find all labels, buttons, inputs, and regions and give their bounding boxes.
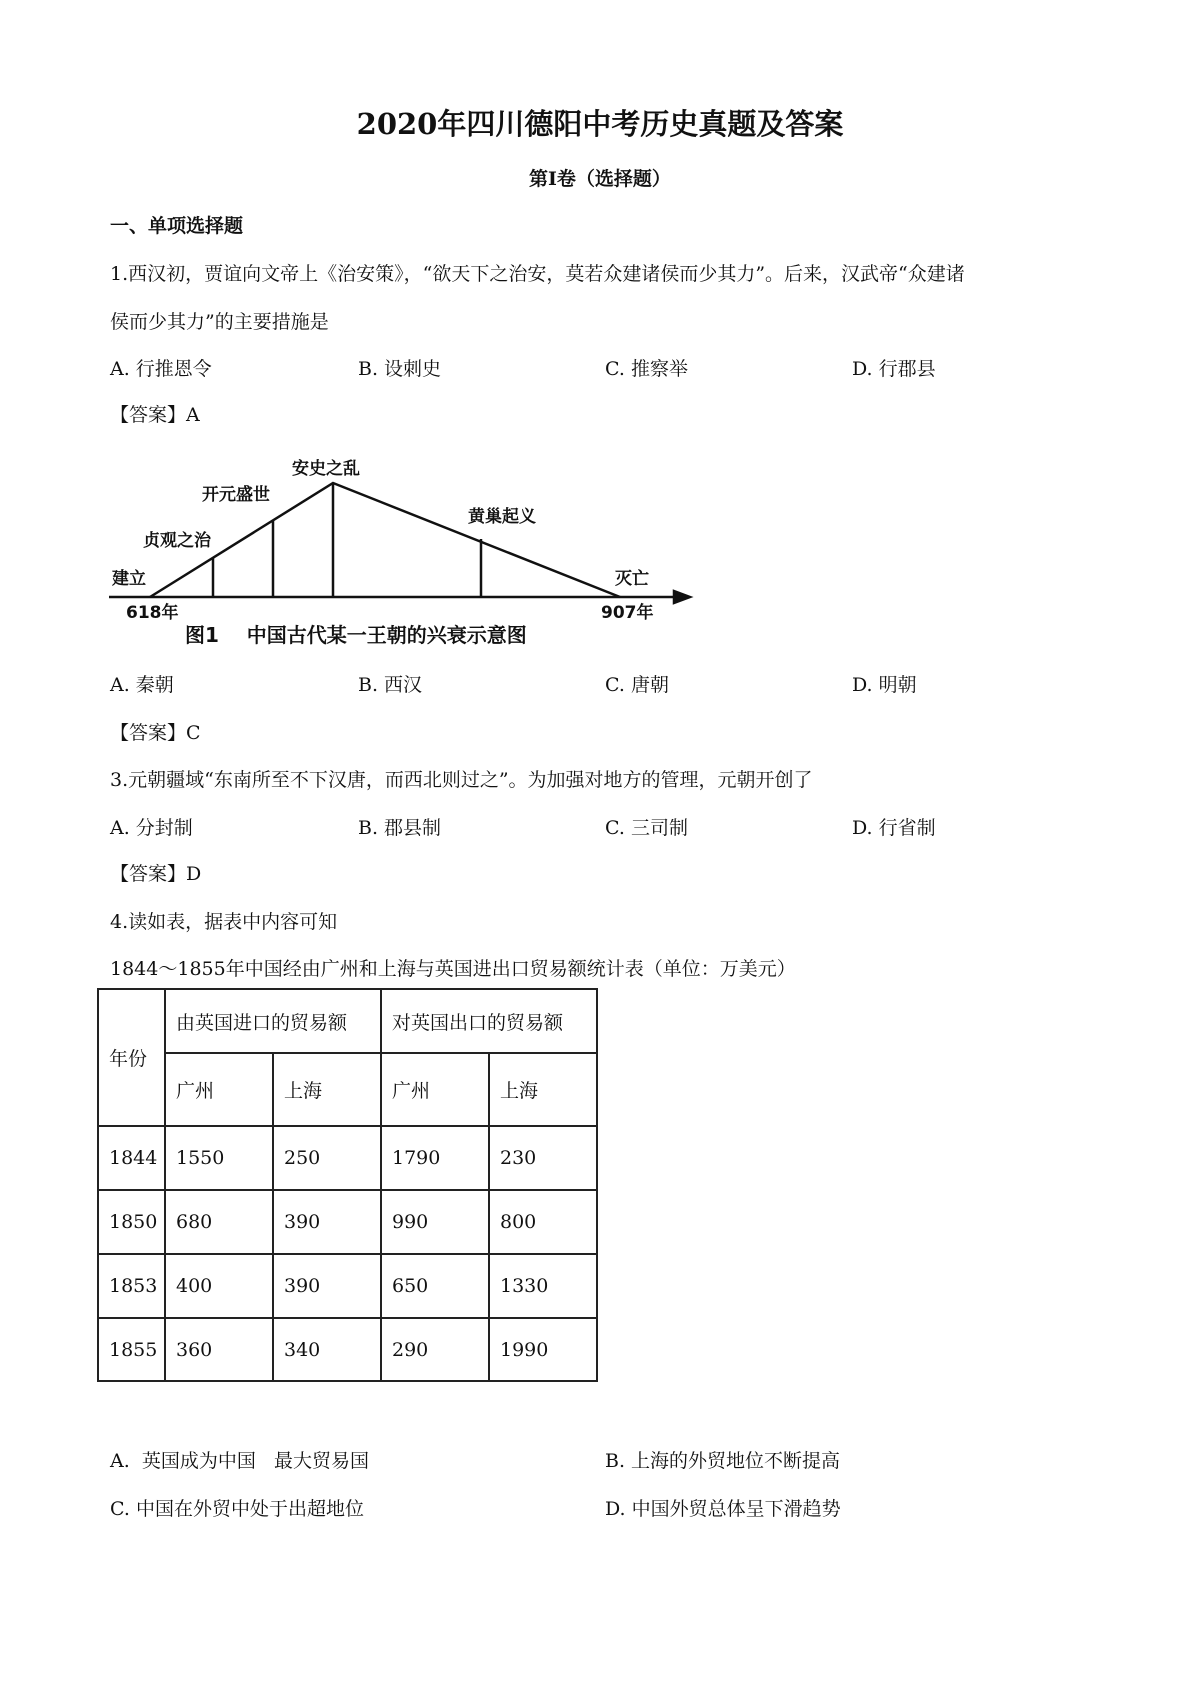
header-import: 由英国进口的贸易额 xyxy=(165,989,381,1053)
label-anshi: 安史之乱 xyxy=(292,459,360,479)
subheader-cell: 上海 xyxy=(489,1053,597,1126)
cell: 230 xyxy=(489,1126,597,1190)
q1-text-line1: 1.西汉初，贾谊向文帝上《治安策》，“欲天下之治安，莫若众建诸侯而少其力”。后来，汉武帝“众建诸 xyxy=(110,263,965,285)
q1-option-a: A. 行推恩令 xyxy=(110,358,212,380)
q1-text-line2: 侯而少其力”的主要措施是 xyxy=(110,311,329,333)
q4-text: 4.读如表，据表中内容可知 xyxy=(110,911,338,933)
table-caption: 1844～1855年中国经由广州和上海与英国进出口贸易额统计表（单位：万美元） xyxy=(110,958,796,980)
q4-option-b: B. 上海的外贸地位不断提高 xyxy=(605,1450,841,1472)
cell: 1330 xyxy=(489,1254,597,1318)
section-heading: 一、单项选择题 xyxy=(110,215,244,237)
cell: 390 xyxy=(273,1190,381,1254)
arrow-icon xyxy=(674,591,690,603)
subheader-cell: 上海 xyxy=(273,1053,381,1126)
q1-option-b: B. 设刺史 xyxy=(358,358,442,380)
q2-option-a: A. 秦朝 xyxy=(110,674,174,696)
q3-option-c: C. 三司制 xyxy=(605,817,688,839)
q3-option-d: D. 行省制 xyxy=(852,817,936,839)
q4-option-a: A. 英国成为中国 最大贸易国 xyxy=(110,1450,369,1472)
subheader-cell: 广州 xyxy=(381,1053,489,1126)
table-row xyxy=(98,1190,597,1254)
cell: 250 xyxy=(273,1126,381,1190)
label-huangchao: 黄巢起义 xyxy=(468,507,536,527)
table-row xyxy=(98,1126,597,1190)
q3-option-b: B. 郡县制 xyxy=(358,817,442,839)
cell: 1850 xyxy=(98,1190,165,1254)
cell: 400 xyxy=(165,1254,273,1318)
cell: 680 xyxy=(165,1190,273,1254)
cell: 1790 xyxy=(381,1126,489,1190)
label-zhenguan: 贞观之治 xyxy=(143,531,211,551)
q1-option-c: C. 推察举 xyxy=(605,358,688,380)
q2-option-c: C. 唐朝 xyxy=(605,674,669,696)
dynasty-rise-fall-diagram xyxy=(0,440,720,660)
cell: 1844 xyxy=(98,1126,165,1190)
cell: 290 xyxy=(381,1318,489,1381)
q3-option-a: A. 分封制 xyxy=(110,817,193,839)
q3-text: 3.元朝疆域“东南所至不下汉唐，而西北则过之”。为加强对地方的管理，元朝开创了 xyxy=(110,769,813,791)
q1-answer: 【答案】A xyxy=(110,404,200,426)
cell: 390 xyxy=(273,1254,381,1318)
q2-answer: 【答案】C xyxy=(110,722,201,744)
q4-option-d: D. 中国外贸总体呈下滑趋势 xyxy=(605,1498,841,1520)
section-subtitle: 第Ⅰ卷（选择题） xyxy=(529,168,671,190)
cell: 990 xyxy=(381,1190,489,1254)
cell: 1990 xyxy=(489,1318,597,1381)
cell: 650 xyxy=(381,1254,489,1318)
table-row xyxy=(98,1254,597,1318)
figure-caption: 图1 中国古代某一王朝的兴衰示意图 xyxy=(185,623,527,647)
header-export: 对英国出口的贸易额 xyxy=(381,989,597,1053)
label-end: 灭亡 xyxy=(615,569,649,589)
page-title: 2020年四川德阳中考历史真题及答案 xyxy=(356,107,844,141)
cell: 1550 xyxy=(165,1126,273,1190)
q2-option-d: D. 明朝 xyxy=(852,674,917,696)
cell: 800 xyxy=(489,1190,597,1254)
q3-answer: 【答案】D xyxy=(110,863,202,885)
q2-option-b: B. 西汉 xyxy=(358,674,423,696)
subheader-cell: 广州 xyxy=(165,1053,273,1126)
trade-table xyxy=(97,988,598,1382)
start-year: 618年 xyxy=(126,603,179,623)
cell: 360 xyxy=(165,1318,273,1381)
label-start: 建立 xyxy=(112,569,146,589)
cell: 1855 xyxy=(98,1318,165,1381)
header-year: 年份 xyxy=(98,989,165,1126)
q4-option-c: C. 中国在外贸中处于出超地位 xyxy=(110,1498,364,1520)
q1-option-d: D. 行郡县 xyxy=(852,358,936,380)
cell: 1853 xyxy=(98,1254,165,1318)
cell: 340 xyxy=(273,1318,381,1381)
table-row xyxy=(98,1318,597,1381)
end-year: 907年 xyxy=(601,603,654,623)
label-kaiyuan: 开元盛世 xyxy=(202,485,270,505)
